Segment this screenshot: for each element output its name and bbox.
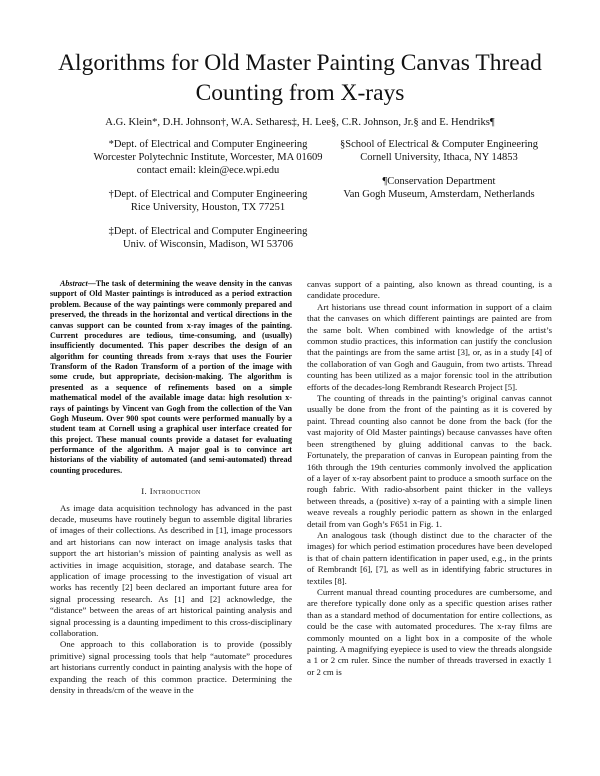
affiliation-institution: Univ. of Wisconsin, Madison, WI 53706	[123, 239, 293, 250]
body-paragraph: The counting of threads in the painting’s original canvas cannot usually be done from the front of the painting as it is covered by paint. Thread counting also cannot be done from the back (for the vast majority of Old Master paintings) because canvasses have often been strengthened by gluing additional canvas to the back. Fortunately, the preparation of canvas in European painting from the 16th through the 19th centuries commonly involved the application of a layer of x-ray absorbent paint to produce a smooth surface on the rough fabric. With radio-absorbent paint thicker in the valleys between threads, a (positive) x-ray of a painting with a simple linen weave reveals a roughly periodic pattern as shown in the enlarged detail from van Gogh’s F651 in Fig. 1.	[307, 393, 552, 529]
section-number: I.	[141, 486, 148, 497]
body-paragraph: An analogous task (though distinct due to the character of the images) for which period estimation procedures have been developed is that of chain pattern identification in paper used, e.g., in the prints of Rembrandt [6], [7], as well as in identifying fabric structures in textiles [8].	[307, 529, 552, 586]
affiliation-institution: Worcester Polytechnic Institute, Worcester, MA 01609	[93, 152, 323, 163]
author-list: A.G. Klein*, D.H. Johnson†, W.A. Sethares‡, H. Lee§, C.R. Johnson, Jr.§ and E. Hendriks¶	[105, 117, 495, 128]
paper-title	[40, 48, 560, 108]
contact-email: contact email: klein@ece.wpi.edu	[136, 165, 280, 176]
left-column	[50, 279, 292, 696]
section-title: Introduction	[149, 486, 201, 497]
body-paragraph: Art historians use thread count information in support of a claim that the canvases on which different paintings are painted are from the same bolt. When combined with knowledge of the artist’s common studio practices, this information can justify the conclusion that the paintings are from the same artist [3], or, as in a study [4] of the collaboration of van Gogh and Gauguin, from two artists. Thread counting has been utilized as a major forensic tool in the attribution efforts of the decades-long Rembrandt Research Project [5].	[307, 301, 552, 392]
affiliation-dept: ¶Conservation Department	[382, 176, 496, 187]
title-line-2: Counting from X-rays	[195, 80, 405, 106]
affiliation-institution: Cornell University, Ithaca, NY 14853	[360, 152, 518, 163]
body-paragraph: As image data acquisition technology has advanced in the past decade, museums have routinely begun to assemble digital libraries of images of their collections. As described in [1], image processors and art historians can now interact on image analysis tasks that support the art historian’s mission of painting analysis as well as activities in image acquisition, storage, and database search. The application of image processing to the investigation of visual art works has recently [2] been declared an important future area for signal processing research. As [1] and [2] acknowledge, the “distance” between the areas of art historical painting analysis and signal processing is a daunting impediment to this cross-disciplinary collaboration.	[50, 502, 292, 638]
affiliation-dept: *Dept. of Electrical and Computer Engineering	[108, 139, 308, 150]
affiliation-institution: Rice University, Houston, TX 77251	[130, 202, 286, 213]
title-line-1: Algorithms for Old Master Painting Canvas Thread	[58, 50, 542, 76]
abstract-text: —The task of determining the weave density in the canvas support of Old Master paintings is introduced as a period extraction problem. Because of the way paintings were commonly prepared and preserved, the threads in the horizontal and vertical directions in the canvas support can be counted from x-ray images of the painting. Current procedures are tedious, time-consuming, and (usually) insufficiently documented. This paper describes the design of an algorithm for counting threads from x-rays that uses the Fourier Transform of the Radon Transform of a portion of the image with some crude, but appropriate, decision-making. The algorithm is presented as a sequence of refinements based on a simple mathematical model of the available image data: high resolution x-rays of paintings by Vincent van Gogh from the collection of the Van Gogh Museum. Over 900 spot counts were performed manually by a student team at Cornell using a graphical user interface created for this project. These manual counts provide a dataset for evaluating performance of the algorithm. A major goal is to convince art historians of the viability of automated (and semi-automated) thread counting procedures.	[50, 279, 292, 475]
body-paragraph: Current manual thread counting procedures are cumbersome, and are therefore typically done only as a specific question arises rather than as a standard method of documentation for entire collections, as could be the case with automated procedures. The x-ray films are commonly mounted on a light box in a composite of the whole painting. A magnifying eyepiece is used to view the threads alongside a 1 or 2 cm ruler. Since the number of threads traversed in exactly 1 or 2 cm is	[307, 586, 552, 677]
affiliation-dept: ‡Dept. of Electrical and Computer Engineering	[108, 226, 308, 237]
right-column	[307, 279, 552, 678]
body-paragraph: One approach to this collaboration is to provide (possibly primitive) signal processing tools that help “automate” procedures art historians currently conduct in painting analysis with the hope of expanding the reach of this common practice. Determining the density in threads/cm of the weave in the	[50, 639, 292, 696]
affiliation-wpi	[88, 138, 328, 177]
abstract	[50, 279, 292, 476]
affiliation-rice	[88, 188, 328, 214]
affiliation-dept: §School of Electrical & Computer Engineering	[340, 139, 538, 150]
affiliation-dept: †Dept. of Electrical and Computer Engineering	[108, 189, 308, 200]
affiliation-institution: Van Gogh Museum, Amsterdam, Netherlands	[343, 189, 535, 200]
body-paragraph: canvas support of a painting, also known as thread counting, is a candidate procedure.	[307, 279, 552, 301]
abstract-label: Abstract	[60, 279, 88, 288]
section-heading-introduction	[50, 486, 292, 497]
affiliation-vangogh	[327, 175, 551, 201]
affiliation-wisc	[88, 225, 328, 251]
affiliation-cornell	[327, 138, 551, 164]
